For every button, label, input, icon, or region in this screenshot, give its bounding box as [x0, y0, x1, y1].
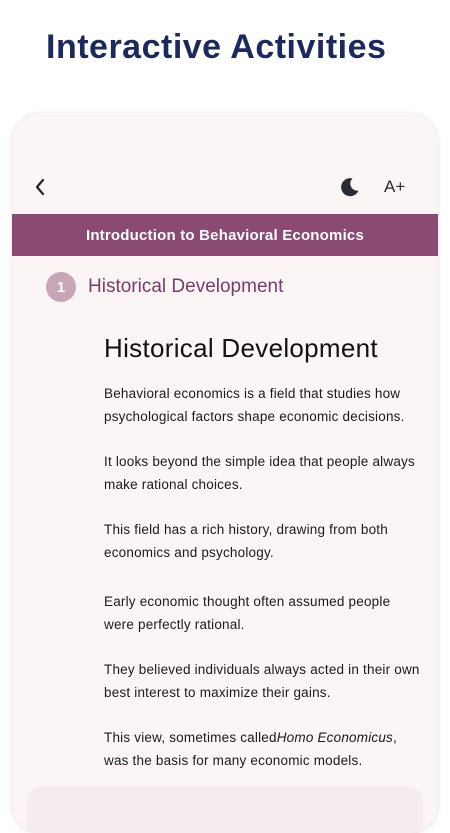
paragraph-text-after: , was the basis for many economic models. [104, 730, 397, 768]
font-size-button[interactable]: A+ [384, 177, 406, 196]
section-header[interactable] [46, 271, 283, 303]
article-paragraph: Behavioral economics is a field that studies how psychological factors shape economic decisions. [104, 386, 405, 424]
article-paragraph: They believed individuals always acted in their own best interest to maximize their gains. [104, 662, 420, 700]
bottom-card [28, 789, 422, 833]
article-paragraph-homo-economicus [104, 726, 424, 772]
article-paragraph: Early economic thought often assumed people were perfectly rational. [104, 594, 391, 632]
chevron-left-icon [34, 178, 46, 196]
article-content [104, 333, 424, 794]
article-paragraph: It looks beyond the simple idea that people always make rational choices. [104, 454, 415, 492]
hero-title: Interactive Activities [46, 28, 387, 66]
moon-icon [339, 176, 361, 198]
article-paragraph: This field has a rich history, drawing from both economics and psychology. [104, 522, 388, 560]
paragraph-text-before: This view, sometimes called [104, 730, 277, 745]
course-title-banner: Introduction to Behavioral Economics [12, 214, 438, 256]
homo-economicus-term: Homo Economicus [276, 730, 394, 745]
dark-mode-toggle[interactable] [339, 176, 361, 198]
phone-frame [12, 113, 438, 833]
section-title: Historical Development [88, 276, 284, 297]
back-button[interactable] [30, 175, 50, 199]
top-bar [12, 113, 438, 213]
section-number-badge: 1 [46, 272, 76, 302]
article-heading: Historical Development [104, 333, 378, 363]
